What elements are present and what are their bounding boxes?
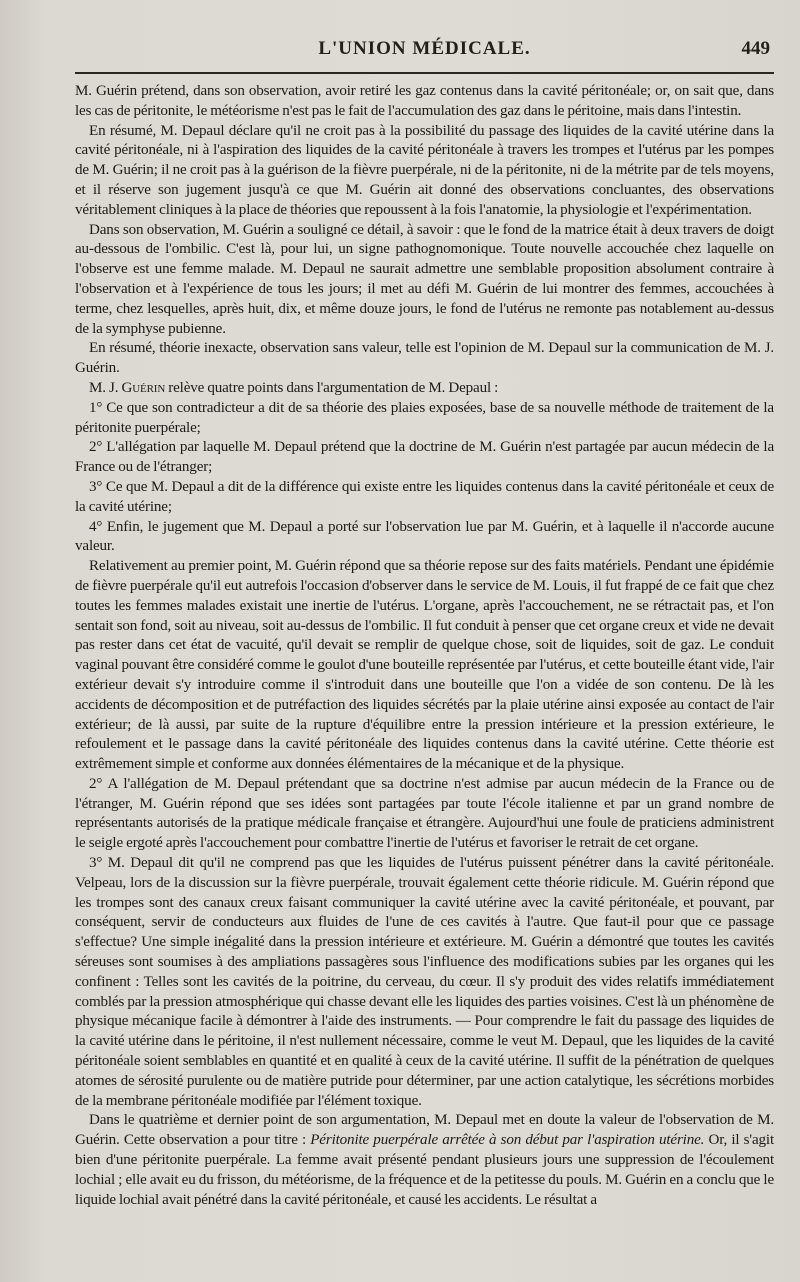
paragraph: 2° A l'allégation de M. Depaul prétendant que sa doctrine n'est admise par aucun médecin de la France ou de l'étranger, M. Guérin répond que ses idées sont partagées par toute l'école italienne et par un grand nombre de représentants autorisés de la pratique médicale française et étrangère. Aujourd'hui une foule de praticiens administrent le seigle ergoté après l'accouchement pour combattre l'inertie de l'utérus et favoriser le retrait de cet organe. — [75, 775, 774, 852]
paragraph: 4° Enfin, le jugement que M. Depaul a porté sur l'observation lue par M. Guérin, et à laquelle il n'accorde aucune valeur. — [75, 518, 774, 555]
paragraph: En résumé, M. Depaul déclare qu'il ne croit pas à la possibilité du passage des liquides de la cavité utérine dans la cavité péritonéale, ni à l'aspiration des liquides de la cavité péritonéale à travers les trompes et l'utérus par les pompes de M. Guérin; il ne croit pas à la guérison de la fièvre puerpérale, ni de la péritonite, ni de la métrite par de tels moyens, et il réserve son jugement jusqu'à ce que M. Guérin ait donné des observations concluantes, des observations véritablement cliniques à la place de théories que repoussent à la fois l'anatomie, la physiologie et l'expérimentation. — [75, 122, 774, 218]
paragraph: 1° Ce que son contradicteur a dit de sa théorie des plaies exposées, base de sa nouvelle méthode de traitement de la péritonite puerpérale; — [75, 399, 774, 436]
paragraph — [75, 1111, 774, 1210]
paragraph: 3° Ce que M. Depaul a dit de la différence qui existe entre les liquides contenus dans la cavité péritonéale et ceux de la cavité utérine; — [75, 478, 774, 515]
paragraph-prefix: M. J. — [89, 379, 122, 396]
observation-title-italic: Péritonite puerpérale arrêtée à son début par l'aspiration utérine. — [310, 1132, 705, 1149]
running-title: L'UNION MÉDICALE. — [318, 38, 531, 59]
paragraph: Relativement au premier point, M. Guérin répond que sa théorie repose sur des faits matériels. Pendant une épidémie de fièvre puerpérale qu'il eut autrefois l'occasion d'observer dans le service de M. Louis, il fut frappé de ce fait que chez toutes les femmes malades existait une inertie de l'utérus. L'organe, après l'accouchement, ne se rétractait pas, et l'on sentait son fond, soit au niveau, soit au-dessus de l'ombilic. Il fut conduit à penser que cet organe creux et vide ne devait pas rester dans cet état de vacuité, qu'il devait se remplir de quelque chose, soit de liquides, soit de gaz. Le conduit vaginal pouvant être considéré comme le goulot d'une bouteille représentée par l'utérus, et cette bouteille étant vide, l'air extérieur devait s'y introduire comme il s'introduit dans une bouteille que l'on a vidée de son contenu. De là les accidents de décomposition et de putréfaction des liquides sécrétés par la plaie utérine ainsi exposée au contact de l'air extérieur; de là aussi, par suite de la rupture d'équilibre entre la pression intérieure et la pression extérieure, le refoulement et le passage dans la cavité péritonéale des liquides contenus dans la cavité utérine. Cette théorie est extrêmement simple et conforme aux données élémentaires de la mécanique et de la physique. — [75, 558, 774, 773]
paragraph: M. Guérin prétend, dans son observation, avoir retiré les gaz contenus dans la cavité péritonéale; or, on sait que, dans les cas de péritonite, le météorisme n'est pas le fait de l'accumulation des gaz dans le péritoine, mais dans l'intestin. — [75, 83, 774, 119]
header-rule — [75, 72, 774, 74]
paragraph: Dans son observation, M. Guérin a souligné ce détail, à savoir : que le fond de la matrice était à deux travers de doigt au-dessous de l'ombilic. C'est là, pour lui, un signe pathognomonique. Toute nouvelle accouchée chez laquelle on l'observe est une femme malade. M. Depaul ne saurait admettre une semblable proposition absolument contraire à l'observation et à l'expérience de tous les jours; il met au défi M. Guérin de lui montrer des femmes, accouchées à terme, chez lesquelles, après huit, dix, et même douze jours, le fond de l'utérus ne remonte pas notablement au-dessus de la symphyse pubienne. — [75, 221, 774, 337]
author-name-small-caps: Guérin — [121, 379, 166, 396]
paragraph: 3° M. Depaul dit qu'il ne comprend pas que les liquides de l'utérus puissent pénétrer dans la cavité péritonéale. Velpeau, lors de la discussion sur la fièvre puerpérale, trouvait également cette théorie ridicule. M. Guérin répond que les trompes sont des canaux creux faisant communiquer la cavité utérine avec la cavité péritonéale, et pouvant, par conséquent, servir de conducteurs aux fluides de l'une de ces cavités à l'autre. Que faut-il pour que ce passage s'effectue? Une simple inégalité dans la pression intérieure et extérieure. M. Guérin a démontré que toutes les cavités séreuses sont soumises à des ampliations passagères sous l'influence des modifications subies par les organes qui les confinent : Telles sont les cavités de la poitrine, du cerveau, du cœur. Il s'y produit des vides relatifs immédiatement comblés par la pression atmosphérique qui chasse devant elle les liquides des parties voisines. C'est là un phénomène de physique mécanique facile à démontrer à l'aide des instruments. — Pour comprendre le fait du passage des liquides de la cavité utérine dans le péritoine, il n'est nullement nécessaire, comme le veut M. Depaul, que les liquides de la cavité péritonéale soient semblables en quantité et en qualité à ceux de la cavité utérine. Il suffit de la pénétration de quelques atomes de sérosité purulente ou de matière putride pour déterminer, par une action catalytique, les sécrétions morbides de la membrane péritonéale modifiée par l'élément toxique. — [75, 855, 774, 1109]
page-header — [75, 32, 774, 72]
page-number: 449 — [741, 38, 770, 59]
paragraph: 2° L'allégation par laquelle M. Depaul prétend que la doctrine de M. Guérin n'est partagée par aucun médecin de la France ou de l'étranger; — [75, 439, 774, 476]
paragraph: En résumé, théorie inexacte, observation sans valeur, telle est l'opinion de M. Depaul sur la communication de M. J. Guérin. — [75, 340, 774, 377]
body-text — [75, 82, 774, 1210]
paragraph — [75, 379, 774, 399]
paragraph-text-continued: Or, il s'agit bien d'une péritonite puerpérale. La femme avait présenté pendant plusieurs jours une suppression de l'écoulement lochial ; elle avait eu du frisson, du météorisme, de la fréquence et de la petitesse du pouls. M. Guérin en a conclu que le liquide lochial avait pénétré dans la cavité péritonéale, et causé les accidents. Le résultat a — [75, 1132, 774, 1208]
paragraph-text: relève quatre points dans l'argumentation de M. Depaul : — [165, 379, 499, 396]
paragraph-text: Dans le quatrième et dernier point de son argumentation, M. Depaul met en doute la valeur de l'observation de M. Guérin. Cette observation a pour titre : — [75, 1112, 774, 1149]
